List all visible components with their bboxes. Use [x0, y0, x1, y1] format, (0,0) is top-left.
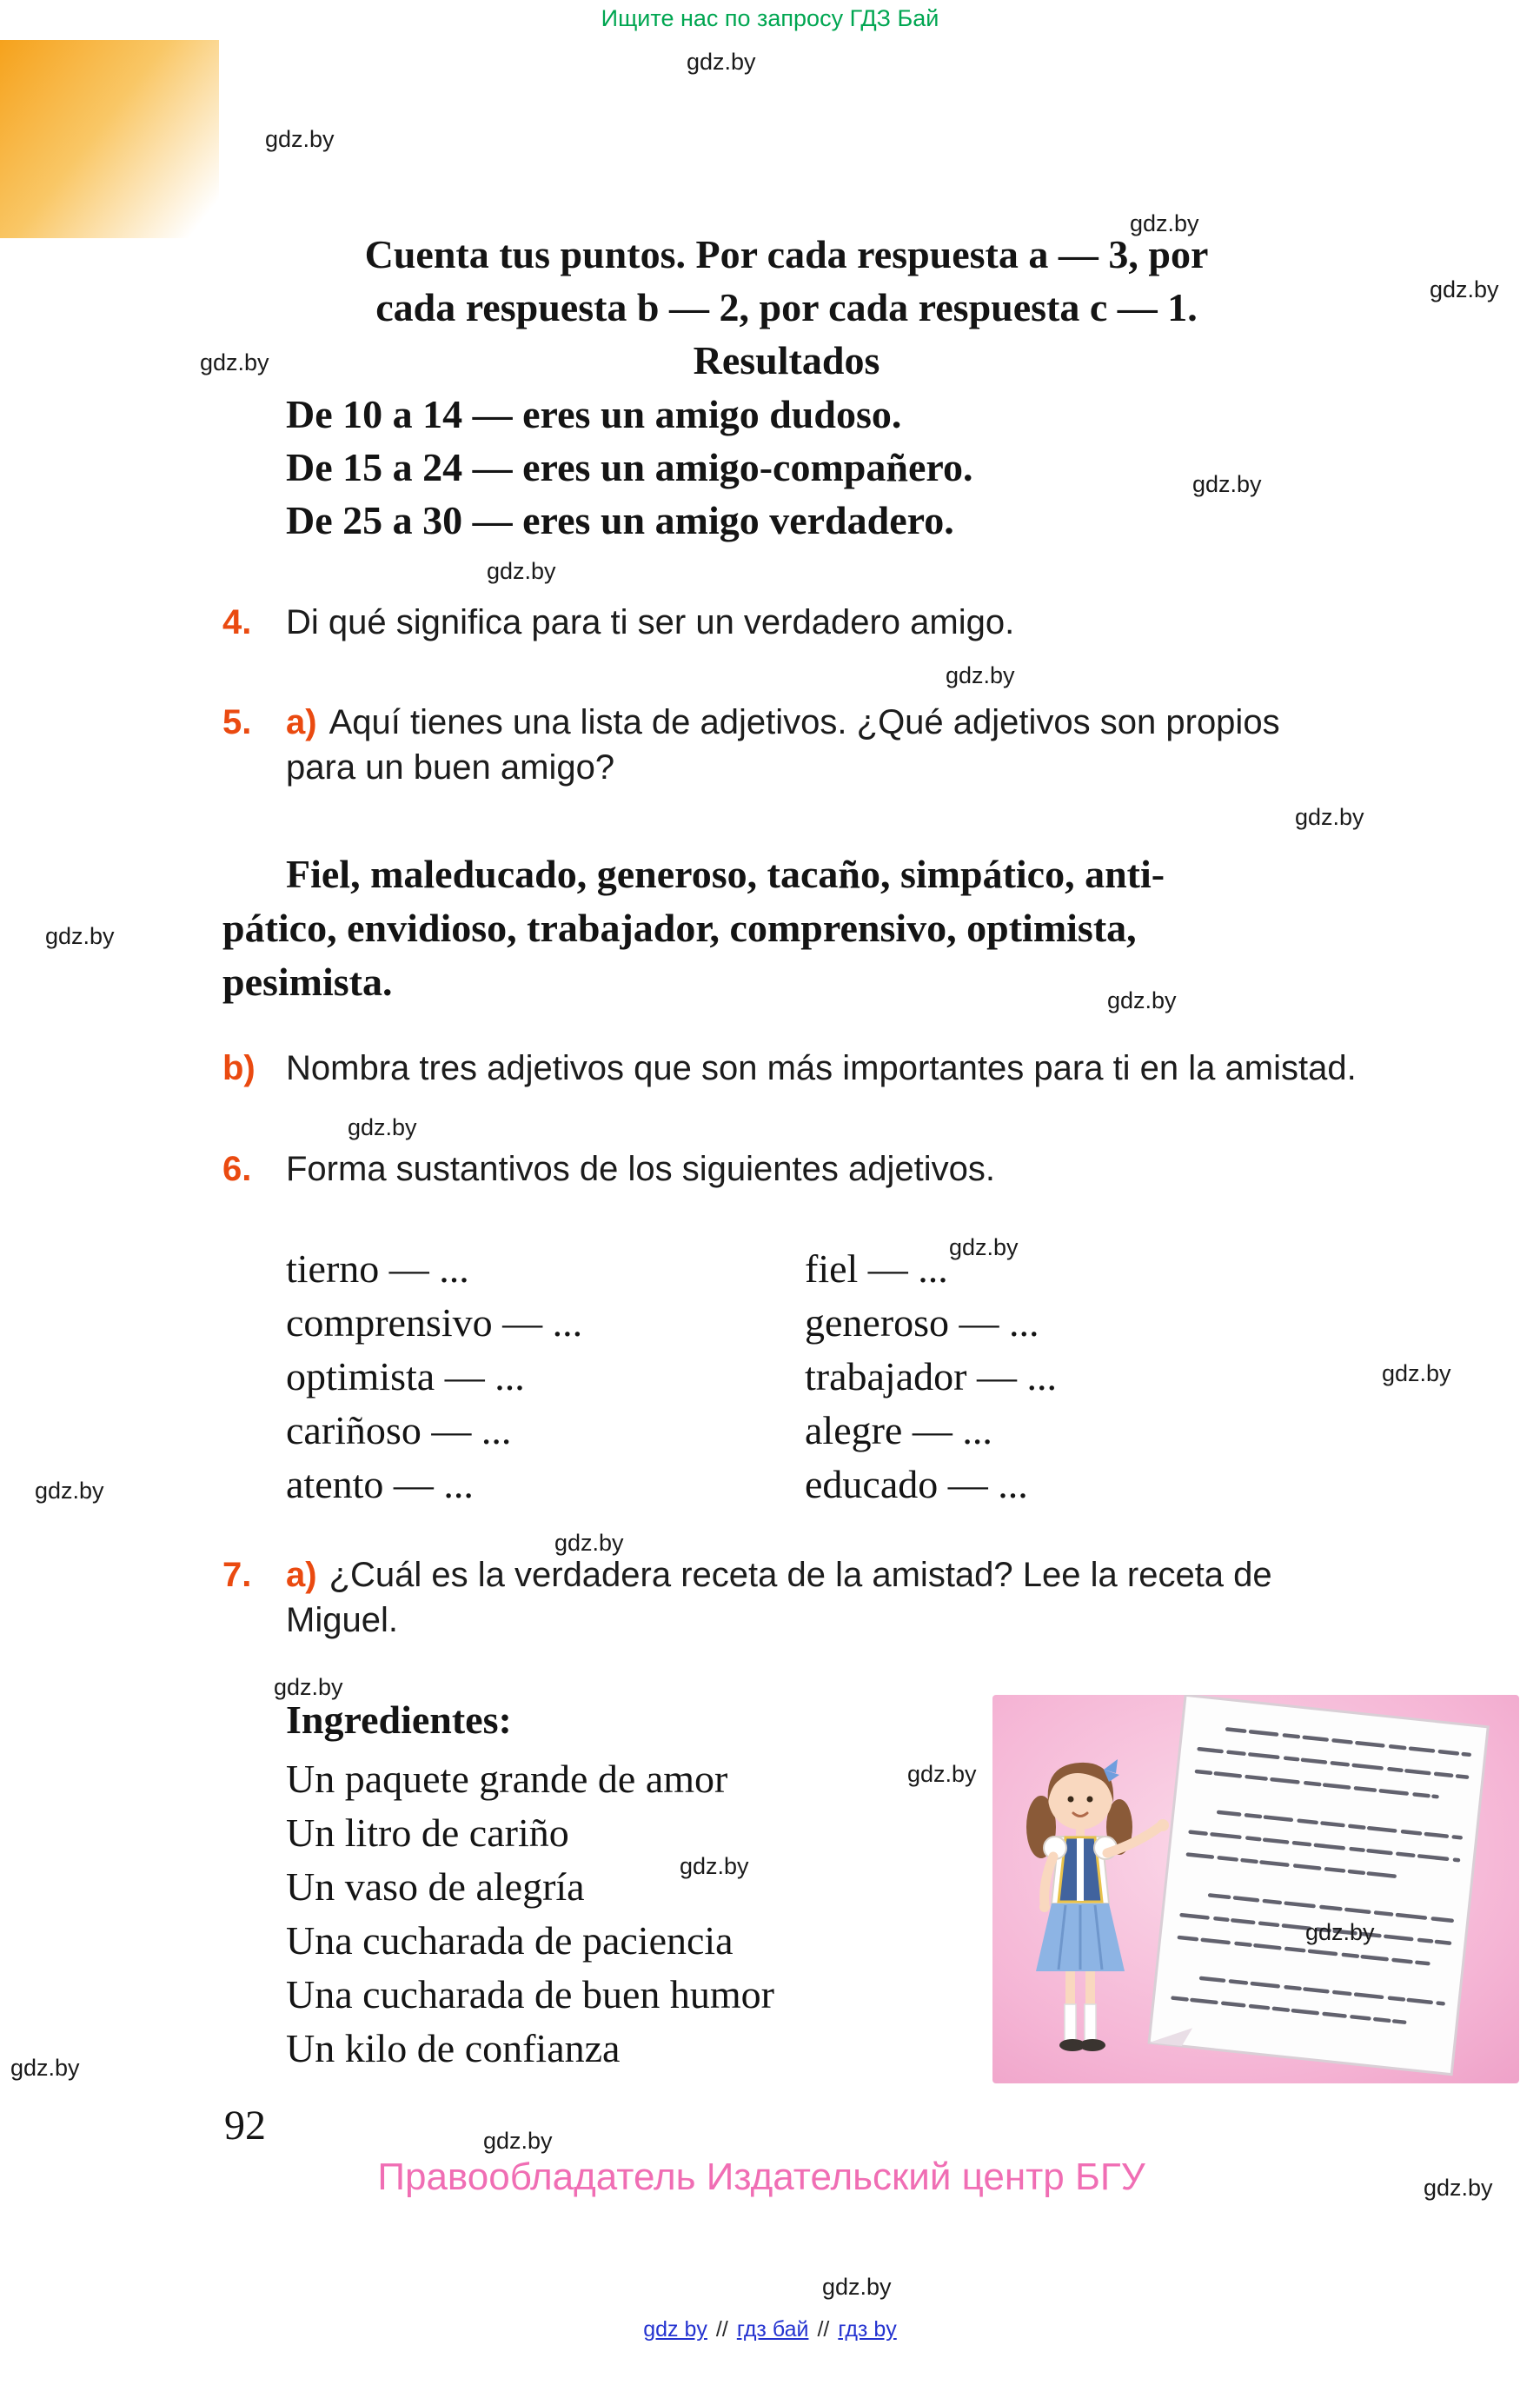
- watermark: gdz.by: [1305, 1919, 1375, 1945]
- exercise-6: [222, 1146, 1465, 1192]
- watermark: gdz.by: [949, 1234, 1019, 1260]
- exercise-5b-text: Nombra tres adjetivos que son más importantes para ti en la amistad.: [286, 1049, 1357, 1087]
- search-hint-banner: Ищите нас по запросу ГДЗ Бай: [601, 5, 939, 31]
- word-pair: cariñoso — ...: [286, 1408, 512, 1452]
- watermark: gdz.by: [487, 558, 556, 584]
- watermark: gdz.by: [1192, 471, 1262, 497]
- recipe-ingredient-list: [286, 1752, 774, 2076]
- adjective-line: pático, envidioso, trabajador, comprensivo, optimista,: [222, 906, 1137, 950]
- footer-link-gdz-by-2[interactable]: гдз by: [838, 2317, 897, 2342]
- watermark: gdz.by: [680, 1853, 749, 1879]
- footer-links: [0, 2317, 1540, 2342]
- recipe-ingredient: Un litro de cariño: [286, 1810, 569, 1855]
- exercise-7a: [222, 1552, 1465, 1643]
- exercise-7a-line-2: Miguel.: [286, 1601, 398, 1639]
- link-separator: //: [817, 2317, 830, 2342]
- watermark: gdz.by: [1430, 276, 1499, 302]
- results-list: [286, 388, 972, 547]
- exercise-7-number: 7.: [222, 1556, 252, 1594]
- result-line: De 15 a 24 — eres un amigo-compañero.: [286, 445, 973, 489]
- word-pair: trabajador — ...: [805, 1354, 1057, 1398]
- exercise-6-number: 6.: [222, 1150, 252, 1188]
- recipe-ingredient: Un kilo de confianza: [286, 2026, 621, 2070]
- scoring-line-2: cada respuesta b — 2, por cada respuesta c — 1.: [375, 285, 1198, 329]
- word-column-right: [805, 1242, 1057, 1511]
- exercise-5a-line-2: para un buen amigo?: [286, 748, 615, 787]
- watermark: gdz.by: [1295, 804, 1364, 830]
- recipe-illustration: [992, 1695, 1519, 2083]
- recipe-ingredient: Una cucharada de paciencia: [286, 1918, 733, 1963]
- watermark: gdz.by: [348, 1114, 417, 1140]
- watermark: gdz.by: [822, 2274, 892, 2300]
- recipe-ingredient: Un paquete grande de amor: [286, 1757, 728, 1801]
- exercise-4: [222, 600, 1465, 645]
- scoring-paragraph: [209, 228, 1364, 387]
- watermark: gdz.by: [1130, 210, 1199, 236]
- page-number: 92: [224, 2103, 266, 2149]
- watermark: gdz.by: [554, 1530, 624, 1556]
- adjective-list: [222, 847, 1422, 1009]
- exercise-5a-letter: a): [286, 703, 317, 741]
- publisher-note: Правообладатель Издательский центр БГУ: [377, 2156, 1145, 2198]
- exercise-7a-text: [286, 1552, 1272, 1643]
- watermark: gdz.by: [687, 49, 756, 75]
- word-pair: tierno — ...: [286, 1246, 469, 1291]
- exercise-7a-letter: a): [286, 1556, 317, 1594]
- watermark: gdz.by: [265, 126, 335, 152]
- result-line: De 10 a 14 — eres un amigo dudoso.: [286, 392, 902, 436]
- watermark: gdz.by: [35, 1478, 104, 1504]
- footer-link-gdz-bai[interactable]: гдз бай: [736, 2317, 809, 2342]
- link-separator: //: [715, 2317, 728, 2342]
- watermark: gdz.by: [1424, 2175, 1493, 2201]
- watermark: gdz.by: [1107, 987, 1177, 1013]
- scoring-line-1: Cuenta tus puntos. Por cada respuesta a — 3, por: [364, 232, 1209, 276]
- word-pair: fiel — ...: [805, 1246, 948, 1291]
- word-column-left: [286, 1242, 582, 1511]
- word-pair: alegre — ...: [805, 1408, 992, 1452]
- word-pair: atento — ...: [286, 1462, 474, 1506]
- adjective-line: pesimista.: [222, 960, 393, 1004]
- word-pair: optimista — ...: [286, 1354, 525, 1398]
- watermark: gdz.by: [10, 2055, 80, 2081]
- exercise-5a: [222, 700, 1465, 790]
- adjective-line: Fiel, maleducado, generoso, tacaño, simpático, anti-: [286, 852, 1165, 896]
- exercise-5a-line-1: Aquí tienes una lista de adjetivos. ¿Qué adjetivos son propios: [329, 703, 1280, 741]
- exercise-5-number: 5.: [222, 703, 252, 741]
- exercise-5b: [222, 1046, 1465, 1091]
- exercise-5b-letter: b): [222, 1049, 256, 1087]
- recipe-ingredient: Una cucharada de buen humor: [286, 1972, 774, 2016]
- watermark: gdz.by: [1382, 1360, 1451, 1386]
- exercise-5a-text: [286, 700, 1280, 790]
- watermark: gdz.by: [200, 349, 269, 375]
- exercise-7a-line-1: ¿Cuál es la verdadera receta de la amistad? Lee la receta de: [329, 1556, 1272, 1594]
- results-title: Resultados: [693, 338, 880, 382]
- recipe-title: Ingredientes:: [286, 1697, 512, 1742]
- watermark: gdz.by: [483, 2128, 553, 2154]
- watermark: gdz.by: [274, 1674, 343, 1700]
- word-pair: educado — ...: [805, 1462, 1028, 1506]
- footer-link-gdz-by[interactable]: gdz by: [643, 2317, 707, 2342]
- exercise-4-text: Di qué significa para ti ser un verdadero amigo.: [286, 603, 1015, 641]
- watermark: gdz.by: [907, 1761, 977, 1787]
- word-pair: comprensivo — ...: [286, 1300, 583, 1345]
- orange-gradient-decoration: [0, 40, 219, 238]
- recipe-paper: [1149, 1695, 1488, 2074]
- exercise-6-text: Forma sustantivos de los siguientes adjetivos.: [286, 1150, 995, 1188]
- watermark: gdz.by: [946, 662, 1015, 688]
- recipe-ingredient: Un vaso de alegría: [286, 1864, 585, 1909]
- result-line: De 25 a 30 — eres un amigo verdadero.: [286, 498, 954, 542]
- watermark: gdz.by: [45, 923, 115, 949]
- word-pair: generoso — ...: [805, 1300, 1039, 1345]
- exercise-4-number: 4.: [222, 603, 252, 641]
